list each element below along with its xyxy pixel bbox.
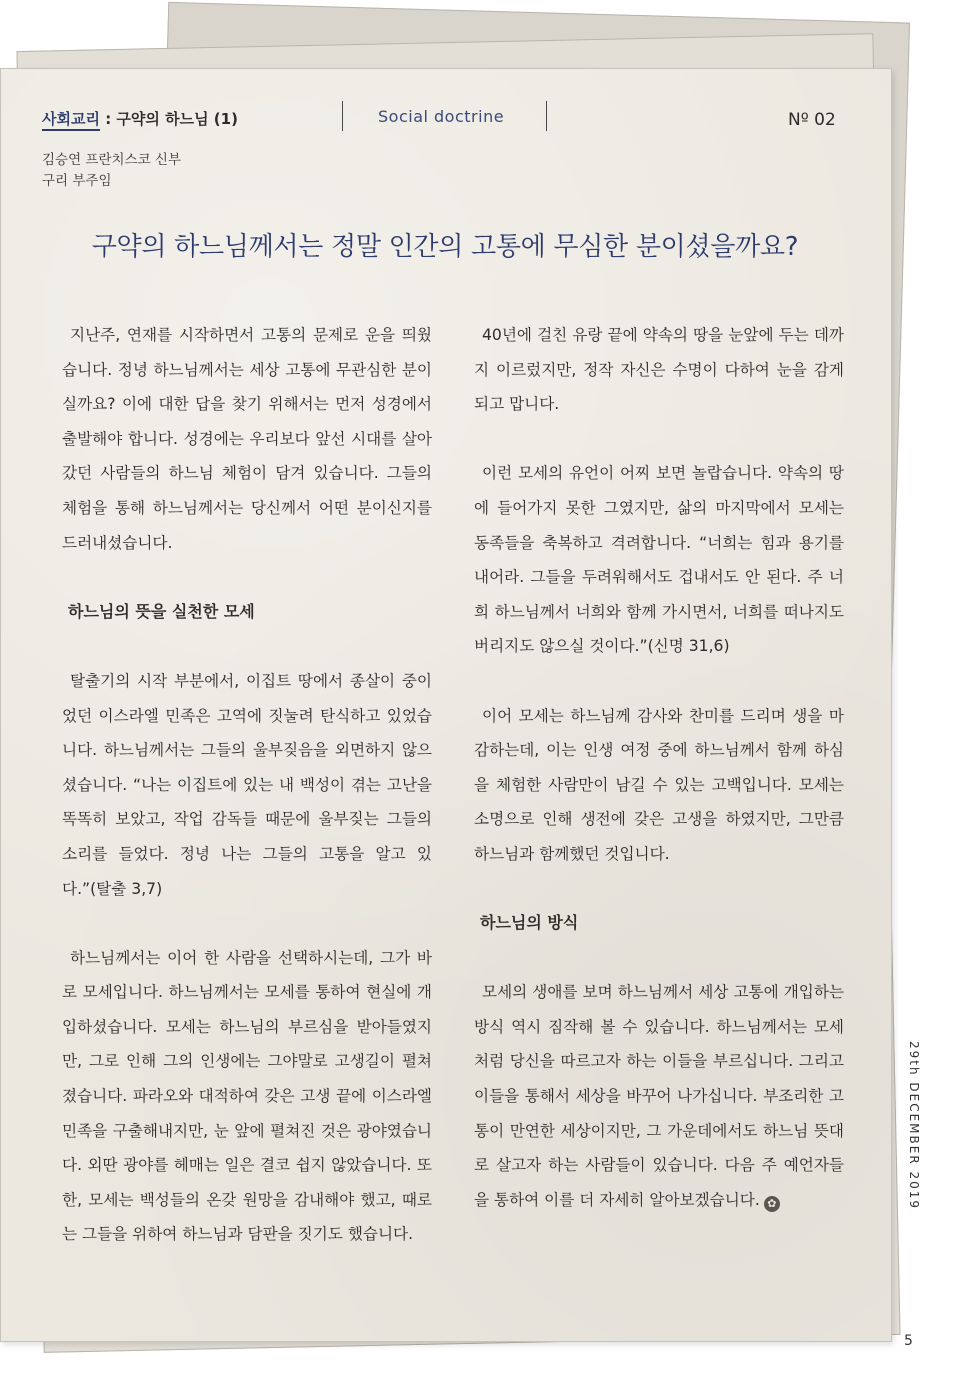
paragraph: 탈출기의 시작 부분에서, 이집트 땅에서 종살이 중이었던 이스라엘 민족은 고역에 짓눌려 탄식하고 있었습니다. 하느님께서는 그들의 울부짖음을 외면하지 않으셨습니다. “나는 이집트에 있는 내 백성이 겪는 고난을 똑똑히 보았고, 작업 감독들 때문에 울부짖는 그들의 소리를 들었다. 정녕 나는 그들의 고통을 알고 있다.”(탈출 3,7) [62, 671, 432, 898]
issue-date [907, 1041, 923, 1211]
paragraph-text: 모세의 생애를 보며 하느님께서 세상 고통에 개입하는 방식 역시 짐작해 볼 수 있습니다. 하느님께서는 모세처럼 당신을 따르고자 하는 이들을 부르십니다. 그리고 이들을 통해서 세상을 바꾸어 나가십니다. 부조리한 고통이 만연한 세상이지만, 그 가운데에서도 하느님 뜻대로 살고자 하는 사람들이 있습니다. 다음 주 예언자들을 통하여 이를 더 자세히 알아보겠습니다. [474, 983, 844, 1209]
author-name: 김승연 프란치스코 신부 [42, 152, 181, 168]
issue-date-text: 29th DECEMBER 2019 [907, 1041, 921, 1211]
header-divider-left [342, 101, 343, 131]
header-divider-right [546, 101, 547, 131]
paragraph-final [474, 975, 844, 1217]
issue-number: Nº 02 [788, 110, 836, 130]
header-series [42, 108, 238, 129]
series-topic: : 구약의 하느님 (1) [99, 110, 238, 128]
paragraph: 40년에 걸친 유랑 끝에 약속의 땅을 눈앞에 두는 데까지 이르렀지만, 정작 자신은 수명이 다하여 눈을 감게 되고 맙니다. [474, 326, 844, 414]
section-label: Social doctrine [378, 107, 505, 126]
paragraph: 지난주, 연재를 시작하면서 고통의 문제로 운을 띄웠습니다. 정녕 하느님께서는 세상 고통에 무관심한 분이실까요? 이에 대한 답을 찾기 위해서는 먼저 성경에서 출발해야 합니다. 성경에는 우리보다 앞선 시대를 살아갔던 사람들의 하느님 체험이 담겨 있습니다. 그들의 체험을 통해 하느님께서는 당신께서 어떤 분이신지를 드러내셨습니다. [62, 326, 432, 552]
article-title: 구약의 하느님께서는 정말 인간의 고통에 무심한 분이셨을까요? [91, 232, 799, 262]
paragraph: 이런 모세의 유언이 어찌 보면 놀랍습니다. 약속의 땅에 들어가지 못한 그였지만, 삶의 마지막에서 모세는 동족들을 축복하고 격려합니다. “너희는 힘과 용기를 내어라. 그들을 두려워해서도 겁내서도 안 된다. 주 너희 하느님께서 너희와 함께 가시면서, 너희를 떠나지도 버리지도 않으실 것이다.”(신명 31,6) [474, 464, 844, 656]
page-number: 5 [904, 1333, 913, 1349]
right-column [474, 318, 844, 1252]
paragraph: 하느님께서는 이어 한 사람을 선택하시는데, 그가 바로 모세입니다. 하느님께서는 모세를 통하여 현실에 개입하셨습니다. 모세는 하느님의 부르심을 받아들였지만, 그로 인해 그의 인생에는 그야말로 고생길이 펼쳐졌습니다. 파라오와 대적하여 갖은 고생 끝에 이스라엘 민족을 구출해내지만, 눈 앞에 펼쳐진 것은 광야였습니다. 외딴 광야를 헤매는 일은 결코 쉽지 않았습니다. 또한, 모세는 백성들의 온갖 원망을 감내해야 했고, 때로는 그들을 위하여 하느님과 담판을 짓기도 했습니다. [62, 948, 432, 1244]
subheading: 하느님의 뜻을 실천한 모세 [68, 601, 255, 621]
paragraph: 이어 모세는 하느님께 감사와 찬미를 드리며 생을 마감하는데, 이는 인생 여정 중에 하느님께서 함께 하심을 체험한 사람만이 남길 수 있는 고백입니다. 모세는 소명으로 인해 생전에 갖은 고생을 하였지만, 그만큼 하느님과 함께했던 것입니다. [474, 706, 844, 863]
byline [42, 150, 181, 192]
subheading: 하느님의 방식 [480, 913, 579, 933]
author-role: 구리 부주임 [42, 173, 112, 189]
left-column [62, 318, 432, 1287]
flower-end-mark-icon: ✿ [764, 1196, 780, 1212]
series-name: 사회교리 [42, 110, 100, 131]
